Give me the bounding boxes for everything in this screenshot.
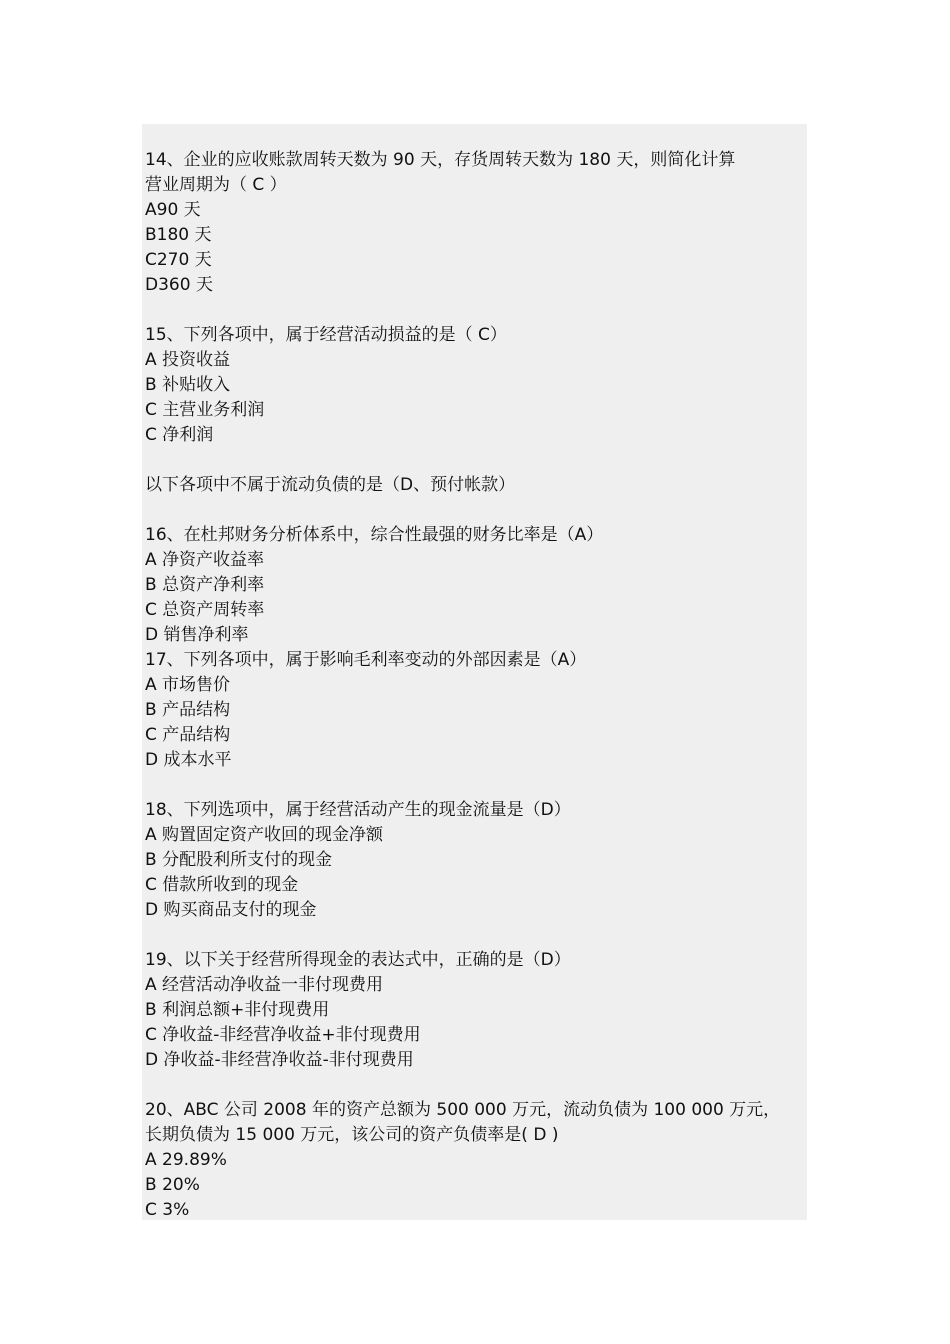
- q18-option-d: D 购买商品支付的现金: [145, 900, 317, 920]
- q20-option-a: A 29.89%: [145, 1150, 227, 1170]
- q14-stem-line-2: 营业周期为（ C ）: [145, 175, 287, 195]
- q18-stem: 18、下列选项中，属于经营活动产生的现金流量是（D）: [145, 800, 571, 820]
- q16-option-c: C 总资产周转率: [145, 600, 265, 620]
- q15-option-a: A 投资收益: [145, 350, 231, 370]
- q19-option-a: A 经营活动净收益一非付现费用: [145, 975, 384, 995]
- q19-option-c: C 净收益-非经营净收益+非付现费用: [145, 1025, 421, 1045]
- q18-option-c: C 借款所收到的现金: [145, 875, 299, 895]
- q19-option-d: D 净收益-非经营净收益-非付现费用: [145, 1050, 414, 1070]
- q17-option-c: C 产品结构: [145, 725, 231, 745]
- q15-option-b: B 补贴收入: [145, 375, 231, 395]
- q20-stem-line-1: 20、ABC 公司 2008 年的资产总额为 500 000 万元，流动负债为 100 000 万元，: [145, 1100, 781, 1120]
- q20-option-c: C 3%: [145, 1200, 190, 1220]
- q17-option-b: B 产品结构: [145, 700, 231, 720]
- q20-option-b: B 20%: [145, 1175, 200, 1195]
- q17-option-a: A 市场售价: [145, 675, 231, 695]
- q17-stem: 17、下列各项中，属于影响毛利率变动的外部因素是（A）: [145, 650, 587, 670]
- q15-option-c: C 主营业务利润: [145, 400, 265, 420]
- content-panel: [142, 124, 807, 1220]
- extra-question: 以下各项中不属于流动负债的是（D、预付帐款）: [145, 475, 516, 495]
- q16-option-b: B 总资产净利率: [145, 575, 265, 595]
- q14-option-d: D360 天: [145, 275, 213, 295]
- q16-option-a: A 净资产收益率: [145, 550, 265, 570]
- q20-stem-line-2: 长期负债为 15 000 万元，该公司的资产负债率是( D ): [145, 1125, 559, 1145]
- q15-stem: 15、下列各项中，属于经营活动损益的是（ C）: [145, 325, 507, 345]
- q14-option-b: B180 天: [145, 225, 212, 245]
- q18-option-a: A 购置固定资产收回的现金净额: [145, 825, 384, 845]
- q19-stem: 19、以下关于经营所得现金的表达式中，正确的是（D）: [145, 950, 571, 970]
- q15-option-c2: C 净利润: [145, 425, 214, 445]
- q14-stem-line-1: 14、企业的应收账款周转天数为 90 天，存货周转天数为 180 天，则简化计算: [145, 150, 736, 170]
- q16-option-d: D 销售净利率: [145, 625, 249, 645]
- q14-option-c: C270 天: [145, 250, 212, 270]
- q17-option-d: D 成本水平: [145, 750, 232, 770]
- q16-stem: 16、在杜邦财务分析体系中，综合性最强的财务比率是（A）: [145, 525, 604, 545]
- q19-option-b: B 利润总额+非付现费用: [145, 1000, 330, 1020]
- q14-option-a: A90 天: [145, 200, 201, 220]
- q18-option-b: B 分配股利所支付的现金: [145, 850, 333, 870]
